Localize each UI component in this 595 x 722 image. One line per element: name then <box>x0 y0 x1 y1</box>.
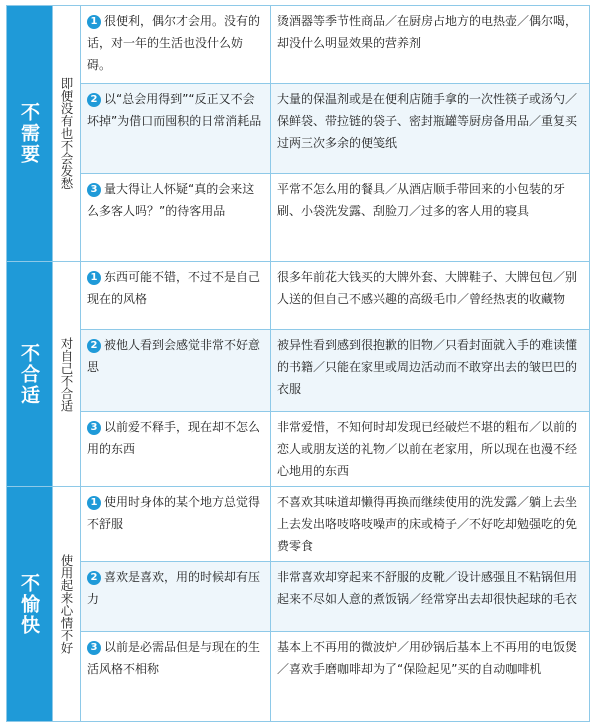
table-row <box>7 262 590 330</box>
examples-cell: 平常不怎么用的餐具／从酒店顺手带回来的小包装的牙刷、小袋洗发露、刮脸刀／过多的客人用的寝具 <box>271 174 590 262</box>
reason-text: 使用时身体的某个地方总觉得不舒服 <box>87 495 261 531</box>
category-label: 不合适 <box>7 262 53 487</box>
reason-cell <box>81 174 271 262</box>
number-badge-icon: 1 <box>87 496 101 510</box>
examples-cell: 大量的保温剂或是在便利店随手拿的一次性筷子或汤勺／保鲜袋、带拉链的袋子、密封瓶罐等厨房备用品／重复买过两三次多余的便笺纸 <box>271 84 590 174</box>
classification-table <box>6 5 590 722</box>
table-row <box>7 84 590 174</box>
number-badge-icon: 2 <box>87 339 101 353</box>
examples-cell: 很多年前花大钱买的大牌外套、大牌鞋子、大牌包包／别人送的但自己不感兴趣的高级毛巾／曾经热衷的收藏物 <box>271 262 590 330</box>
number-badge-icon: 3 <box>87 183 101 197</box>
examples-cell: 被异性看到感到很抱歉的旧物／只看封面就入手的难读懂的书籍／只能在家里或周边活动而不敢穿出去的皱巴巴的衣服 <box>271 330 590 412</box>
number-badge-icon: 3 <box>87 641 101 655</box>
reason-text: 量大得让人怀疑“真的会来这么多客人吗？”的待客用品 <box>87 182 255 218</box>
table-row <box>7 330 590 412</box>
category-subtitle: 对自己不合适 <box>53 262 81 487</box>
examples-cell: 非常爱惜，不知何时却发现已经破烂不堪的粗布／以前的恋人或朋友送的礼物／以前在老家用，所以现在也漫不经心地用的东西 <box>271 412 590 487</box>
reason-text: 以“总会用得到”“反正又不会坏掉”为借口而囤积的日常消耗品 <box>87 92 262 128</box>
table-row <box>7 6 590 84</box>
reason-cell <box>81 632 271 722</box>
number-badge-icon: 1 <box>87 271 101 285</box>
reason-text: 东西可能不错，不过不是自己现在的风格 <box>87 270 261 306</box>
table-row <box>7 487 590 562</box>
reason-text: 被他人看到会感觉非常不好意思 <box>87 338 261 374</box>
reason-cell <box>81 330 271 412</box>
reason-text: 很便利，偶尔才会用。没有的话，对一年的生活也没什么妨碍。 <box>87 14 261 72</box>
category-label: 不需要 <box>7 6 53 262</box>
reason-text: 以前是必需品但是与现在的生活风格不相称 <box>87 640 261 676</box>
number-badge-icon: 2 <box>87 571 101 585</box>
reason-text: 喜欢是喜欢，用的时候却有压力 <box>87 570 261 606</box>
number-badge-icon: 2 <box>87 93 101 107</box>
number-badge-icon: 3 <box>87 421 101 435</box>
category-label: 不愉快 <box>7 487 53 722</box>
reason-cell <box>81 562 271 632</box>
table-row <box>7 632 590 722</box>
examples-cell: 烫酒器等季节性商品／在厨房占地方的电热壶／偶尔喝，却没什么明显效果的营养剂 <box>271 6 590 84</box>
reason-cell <box>81 84 271 174</box>
reason-cell <box>81 262 271 330</box>
examples-cell: 非常喜欢却穿起来不舒服的皮靴／设计感强且不粘锅但用起来不尽如人意的煮饭锅／经常穿出去却很快起球的毛衣 <box>271 562 590 632</box>
table-row <box>7 562 590 632</box>
table-row <box>7 412 590 487</box>
reason-cell <box>81 487 271 562</box>
examples-cell: 不喜欢其味道却懒得再换而继续使用的洗发露／躺上去坐上去发出咯吱咯吱噪声的床或椅子／不好吃却勉强吃的免费零食 <box>271 487 590 562</box>
table-row <box>7 174 590 262</box>
reason-cell <box>81 6 271 84</box>
number-badge-icon: 1 <box>87 15 101 29</box>
classification-table-container <box>6 5 589 713</box>
examples-cell: 基本上不再用的微波炉／用砂锅后基本上不再用的电饭煲／喜欢手磨咖啡却为了“保险起见”买的自动咖啡机 <box>271 632 590 722</box>
category-subtitle: 使用起来心情不好 <box>53 487 81 722</box>
reason-cell <box>81 412 271 487</box>
category-subtitle: 即便没有也不会发愁 <box>53 6 81 262</box>
reason-text: 以前爱不释手，现在却不怎么用的东西 <box>87 420 261 456</box>
